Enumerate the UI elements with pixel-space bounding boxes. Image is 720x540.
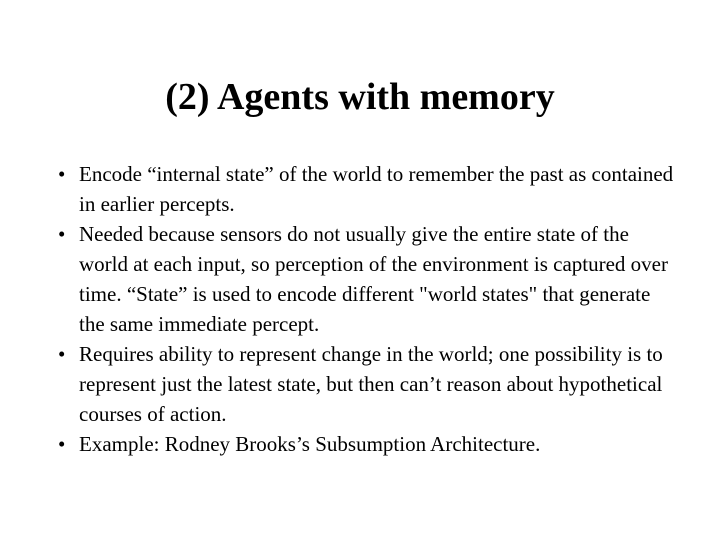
bullet-item xyxy=(58,339,678,429)
bullet-icon: • xyxy=(58,342,66,366)
bullet-list xyxy=(58,159,678,459)
bullet-icon: • xyxy=(58,432,66,456)
bullet-text: Needed because sensors do not usually give the entire state of the world at each input, so perception of the environment is captured over time. “State” is used to encode different "world states" that generate the same immediate percept. xyxy=(79,222,668,336)
bullet-text: Encode “internal state” of the world to remember the past as contained in earlier percepts. xyxy=(79,162,674,216)
bullet-icon: • xyxy=(58,222,66,246)
bullet-item xyxy=(58,219,678,339)
bullet-icon: • xyxy=(58,162,66,186)
bullet-text: Example: Rodney Brooks’s Subsumption Architecture. xyxy=(79,432,541,456)
bullet-item xyxy=(58,159,678,219)
bullet-item xyxy=(58,429,678,459)
slide-title: (2) Agents with memory xyxy=(165,76,555,118)
bullet-text: Requires ability to represent change in the world; one possibility is to represent just the latest state, but then can’t reason about hypothetical courses of action. xyxy=(79,342,663,426)
